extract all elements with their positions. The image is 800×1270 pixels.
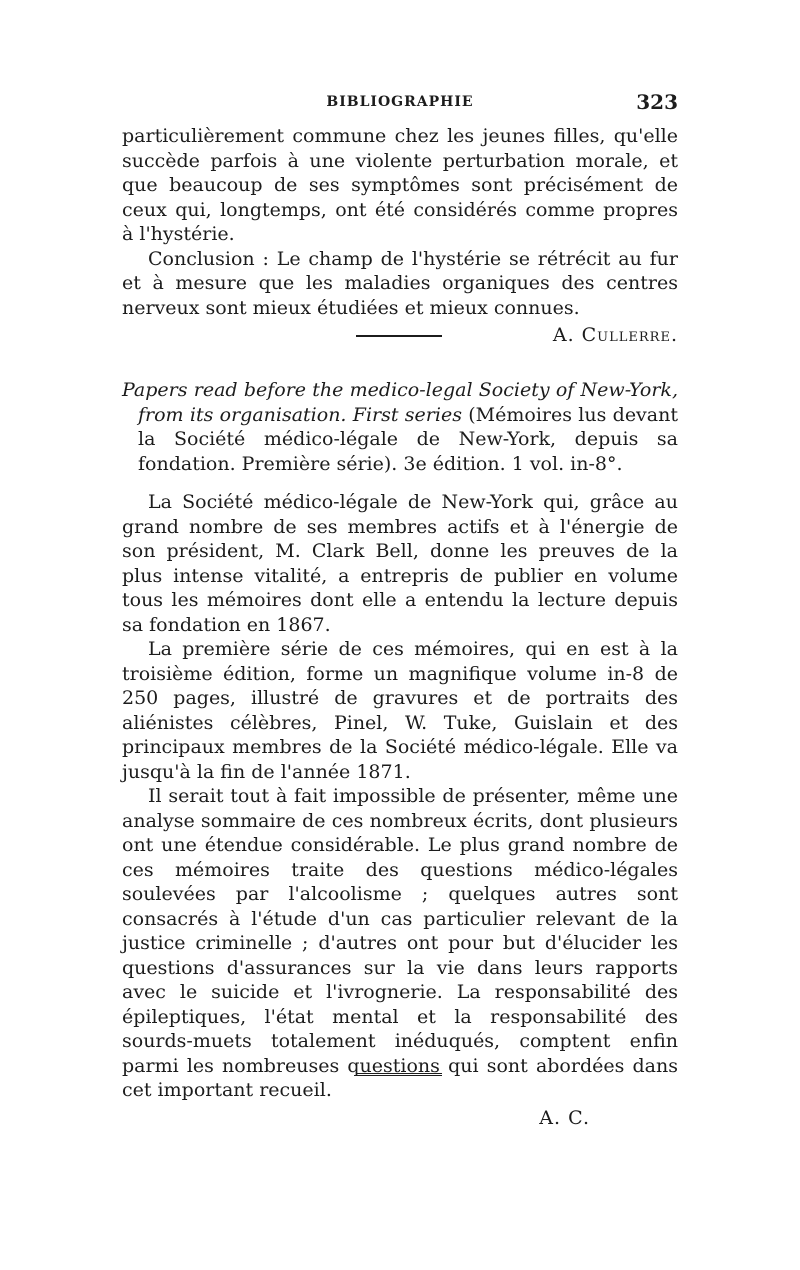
page-number: 323 bbox=[636, 90, 678, 114]
paragraph: La première série de ces mémoires, qui en est à la troisième édition, forme un magnifique volume in-8 de 250 pages, illustré de gravures et de portraits des aliénistes célèbres, Pinel, W. Tuke, Guislain et des principaux membres de la Société médico-légale. Elle va jusqu'à la fin de l'année 1871. bbox=[122, 638, 678, 783]
running-head bbox=[122, 92, 678, 116]
book-title-italic: Papers read before the medico-legal Society of New-York, from its organisation. First series bbox=[122, 379, 678, 426]
signature: A. C. bbox=[539, 1106, 590, 1129]
section-2-body bbox=[122, 490, 678, 1131]
paragraph: Il serait tout à fait impossible de présenter, même une analyse sommaire de ces nombreux écrits, dont plusieurs ont une étendue considérable. Le plus grand nombre de ces mémoires traite des questions médico-légales soulevées par l'alcoolisme ; quelques autres sont consacrés à l'étude d'un cas particulier relevant de la justice criminelle ; d'autres ont pour but d'élucider les questions d'assurances sur la vie dans leurs rapports avec le suicide et l'ivrognerie. La responsabilité des épileptiques, l'état mental et la responsabilité des sourds-muets totalement inéduqués, comptent enfin parmi les nombreuses questions qui sont abordées dans cet important recueil. bbox=[122, 785, 678, 1101]
running-title: BIBLIOGRAPHIE bbox=[326, 94, 474, 110]
end-divider bbox=[356, 1073, 442, 1076]
book-title-translation: (Mémoires lus devant la Société médico-légale de New-York, depuis sa fondation. Première série). 3e édition. 1 vol. in-8°. bbox=[138, 403, 678, 475]
book-title bbox=[122, 378, 678, 476]
paragraph: La Société médico-légale de New-York qui, grâce au grand nombre de ses membres actifs et à l'énergie de son président, M. Clark Bell, donne les preuves de la plus intense vitalité, a entrepris de publier en volume tous les mémoires dont elle a entendu la lecture depuis sa fondation en 1867. bbox=[122, 491, 678, 636]
signature: A. Cullerre. bbox=[552, 324, 678, 346]
section-divider bbox=[356, 335, 442, 337]
paragraph: particulièrement commune chez les jeunes filles, qu'elle succède parfois à une violente perturbation morale, et que beaucoup de ses symptômes sont précisément de ceux qui, longtemps, ont été considérés comme propres à l'hystérie. bbox=[122, 125, 678, 245]
paragraph: Conclusion : Le champ de l'hystérie se rétrécit au fur et à mesure que les maladies organiques des centres nerveux sont mieux étudiées et mieux connues. bbox=[122, 247, 678, 319]
section-1-body bbox=[122, 124, 678, 348]
